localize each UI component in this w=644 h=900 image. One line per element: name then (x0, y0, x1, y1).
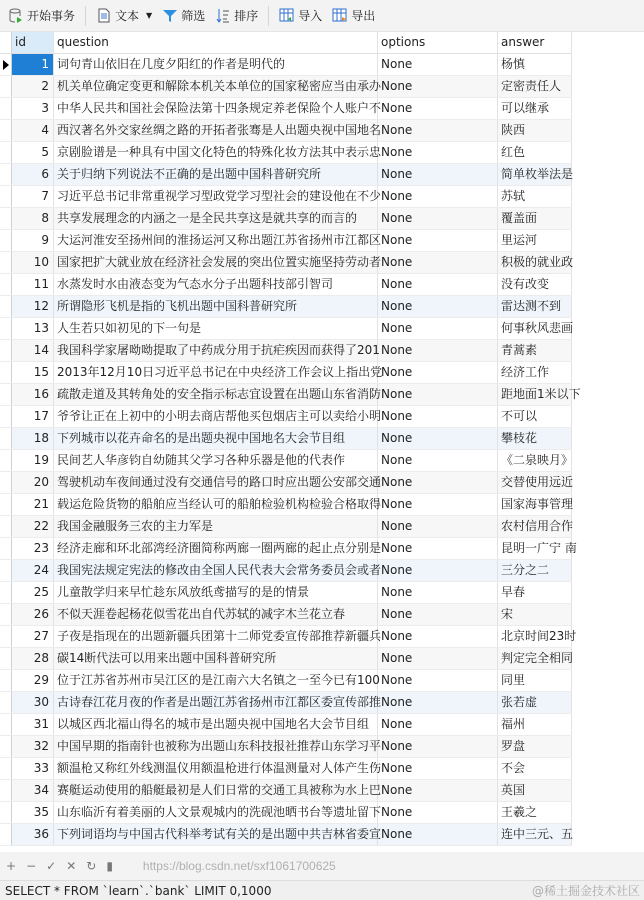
cell-question[interactable]: 关于归纳下列说法不正确的是出题中国科普研究所 (54, 164, 378, 185)
begin-transaction-button[interactable] (4, 5, 79, 26)
sort-label: 排序 (234, 9, 259, 23)
column-header-question[interactable]: question (54, 32, 378, 53)
table-row[interactable] (0, 164, 572, 186)
cell-id[interactable]: 1 (12, 54, 54, 75)
import-table-icon (279, 8, 295, 24)
row-header[interactable] (0, 802, 12, 823)
row-header[interactable] (0, 824, 12, 845)
table-row[interactable] (0, 670, 572, 692)
row-header[interactable] (0, 340, 12, 361)
table-row[interactable] (0, 560, 572, 582)
cell-question[interactable]: 不似天涯卷起杨花似雪花出自代苏轼的减字木兰花立春 (54, 604, 378, 625)
row-header[interactable] (0, 582, 12, 603)
cell-answer[interactable]: 距地面1米以下 (498, 384, 572, 405)
cell-options[interactable]: None (378, 296, 498, 317)
current-row-arrow-icon (3, 60, 9, 70)
cell-answer[interactable]: 青蒿素 (498, 340, 572, 361)
cell-question[interactable]: 国家把扩大就业放在经济社会发展的突出位置实施坚持劳动者 (54, 252, 378, 273)
cell-question[interactable]: 赛艇运动使用的船艇最初是人们日常的交通工具被称为水上巴 (54, 780, 378, 801)
cell-id[interactable]: 18 (12, 428, 54, 449)
cell-question[interactable]: 驾驶机动车夜间通过没有交通信号的路口时应出题公安部交通 (54, 472, 378, 493)
cell-id[interactable]: 30 (12, 692, 54, 713)
cell-id[interactable]: 21 (12, 494, 54, 515)
row-header[interactable] (0, 318, 12, 339)
cell-question[interactable]: 民间艺人华彦钧自幼随其父学习各种乐器是他的代表作 (54, 450, 378, 471)
cell-question[interactable]: 中国早期的指南针也被称为出题山东科技报社推荐山东学习平 (54, 736, 378, 757)
cell-question[interactable]: 2013年12月10日习近平总书记在中央经济工作会议上指出党 (54, 362, 378, 383)
filter-label: 筛选 (181, 9, 206, 23)
table-row[interactable] (0, 736, 572, 758)
row-header[interactable] (0, 560, 12, 581)
cell-options[interactable]: None (378, 802, 498, 823)
cell-id[interactable]: 32 (12, 736, 54, 757)
row-header[interactable] (0, 714, 12, 735)
cell-id[interactable]: 25 (12, 582, 54, 603)
cell-options[interactable]: None (378, 120, 498, 141)
cell-id[interactable]: 10 (12, 252, 54, 273)
cell-options[interactable]: None (378, 714, 498, 735)
sort-icon (215, 8, 231, 24)
table-row[interactable] (0, 186, 572, 208)
cell-answer[interactable]: 三分之二 (498, 560, 572, 581)
cell-question[interactable]: 词句青山依旧在几度夕阳红的作者是明代的 (54, 54, 378, 75)
cell-answer[interactable]: 可以继承 (498, 98, 572, 119)
cell-answer[interactable]: 农村信用合作 (498, 516, 572, 537)
import-button[interactable] (275, 5, 326, 26)
cell-options[interactable]: None (378, 758, 498, 779)
cell-options[interactable]: None (378, 582, 498, 603)
column-header-id[interactable]: id (12, 32, 54, 53)
table-row[interactable] (0, 208, 572, 230)
table-row[interactable] (0, 780, 572, 802)
row-header[interactable] (0, 230, 12, 251)
discard-icon[interactable]: ✕ (66, 859, 77, 873)
cell-id[interactable]: 15 (12, 362, 54, 383)
cell-options[interactable]: None (378, 604, 498, 625)
cell-id[interactable]: 22 (12, 516, 54, 537)
cell-options[interactable]: None (378, 494, 498, 515)
row-header[interactable] (0, 120, 12, 141)
column-header-options[interactable]: options (378, 32, 498, 53)
cell-options[interactable]: None (378, 780, 498, 801)
cell-id[interactable]: 12 (12, 296, 54, 317)
row-header[interactable] (0, 186, 12, 207)
table-row[interactable] (0, 142, 572, 164)
cell-options[interactable]: None (378, 340, 498, 361)
refresh-icon[interactable]: ↻ (86, 859, 97, 873)
row-header[interactable] (0, 626, 12, 647)
cell-id[interactable]: 20 (12, 472, 54, 493)
cell-id[interactable]: 17 (12, 406, 54, 427)
table-row[interactable] (0, 340, 572, 362)
begin-transaction-label: 开始事务 (27, 9, 76, 23)
cell-answer[interactable]: 苏轼 (498, 186, 572, 207)
cell-options[interactable]: None (378, 274, 498, 295)
row-header[interactable] (0, 472, 12, 493)
table-row[interactable] (0, 626, 577, 648)
cell-question[interactable]: 水蒸发时水由液态变为气态水分子出题科技部引智司 (54, 274, 378, 295)
cell-question[interactable]: 位于江苏省苏州市吴江区的是江南六大名镇之一至今已有100 (54, 670, 378, 691)
cell-options[interactable]: None (378, 318, 498, 339)
grid-header (0, 32, 572, 54)
cell-question[interactable]: 京剧脸谱是一种具有中国文化特色的特殊化妆方法其中表示忠 (54, 142, 378, 163)
import-label: 导入 (298, 9, 323, 23)
cell-options[interactable]: None (378, 252, 498, 273)
column-header-answer[interactable]: answer (498, 32, 572, 53)
cell-question[interactable]: 西汉著名外交家丝绸之路的开拓者张骞是人出题央视中国地名 (54, 120, 378, 141)
chevron-down-icon[interactable]: ▼ (146, 11, 153, 20)
table-row[interactable] (0, 472, 572, 494)
divider (268, 6, 269, 26)
cell-answer[interactable]: 宋 (498, 604, 572, 625)
row-header[interactable] (0, 450, 12, 471)
cell-question[interactable]: 中华人民共和国社会保险法第十四条规定养老保险个人账户不 (54, 98, 378, 119)
cell-answer[interactable]: 罗盘 (498, 736, 572, 757)
divider (85, 6, 86, 26)
cell-options[interactable]: None (378, 406, 498, 427)
table-row[interactable] (0, 494, 572, 516)
cell-question[interactable]: 子夜是指现在的出题新疆兵团第十二师党委宣传部推荐新疆兵 (54, 626, 378, 647)
cell-answer[interactable]: 经济工作 (498, 362, 572, 383)
cell-answer[interactable]: 王羲之 (498, 802, 572, 823)
cell-question[interactable]: 下列词语均与中国古代科举考试有关的是出题中共吉林省委宣 (54, 824, 378, 845)
cell-id[interactable]: 35 (12, 802, 54, 823)
cell-options[interactable]: None (378, 648, 498, 669)
cell-answer[interactable]: 英国 (498, 780, 572, 801)
cell-answer[interactable]: 判定完全相同 (498, 648, 572, 669)
table-row[interactable] (0, 450, 572, 472)
cell-question[interactable]: 古诗春江花月夜的作者是出题江苏省扬州市江都区委宣传部推 (54, 692, 378, 713)
cell-answer[interactable]: 交替使用远近 (498, 472, 572, 493)
cell-answer[interactable]: 张若虚 (498, 692, 572, 713)
toolbar (0, 0, 644, 32)
row-header[interactable] (0, 604, 12, 625)
cell-question[interactable]: 习近平总书记非常重视学习型政党学习型社会的建设他在不少 (54, 186, 378, 207)
cell-answer[interactable]: 里运河 (498, 230, 572, 251)
cell-answer[interactable]: 何事秋风悲画 (498, 318, 572, 339)
apply-icon[interactable]: ✓ (46, 859, 57, 873)
sql-query-text: SELECT * FROM `learn`.`bank` LIMIT 0,1000 (5, 883, 272, 898)
cell-answer[interactable]: 陕西 (498, 120, 572, 141)
cell-options[interactable]: None (378, 626, 498, 647)
cell-id[interactable]: 31 (12, 714, 54, 735)
table-row[interactable] (0, 76, 572, 98)
cell-question[interactable]: 额温枪又称红外线测温仪用额温枪进行体温测量对人体产生伤 (54, 758, 378, 779)
cell-answer[interactable]: 不可以 (498, 406, 572, 427)
row-header[interactable] (0, 428, 12, 449)
delete-record-icon[interactable]: − (26, 859, 37, 873)
cell-id[interactable]: 36 (12, 824, 54, 845)
cell-options[interactable]: None (378, 186, 498, 207)
row-header-corner (0, 32, 12, 53)
row-header[interactable] (0, 516, 12, 537)
cell-id[interactable]: 8 (12, 208, 54, 229)
cell-id[interactable]: 7 (12, 186, 54, 207)
cell-id[interactable]: 26 (12, 604, 54, 625)
cell-options[interactable]: None (378, 208, 498, 229)
row-header[interactable] (0, 538, 12, 559)
document-icon (96, 8, 112, 24)
cell-answer[interactable]: 定密责任人 (498, 76, 572, 97)
table-row[interactable] (0, 296, 572, 318)
row-header[interactable] (0, 296, 12, 317)
cell-answer[interactable]: 不会 (498, 758, 572, 779)
cell-id[interactable]: 28 (12, 648, 54, 669)
table-row[interactable] (0, 692, 572, 714)
cell-question[interactable]: 山东临沂有着美丽的人文景观城内的洗砚池晒书台等遗址留下 (54, 802, 378, 823)
cell-options[interactable]: None (378, 142, 498, 163)
table-row[interactable] (0, 428, 572, 450)
cell-options[interactable]: None (378, 472, 498, 493)
cell-options[interactable]: None (378, 230, 498, 251)
table-row[interactable] (0, 98, 572, 120)
filter-button[interactable] (158, 5, 209, 26)
cell-options[interactable]: None (378, 538, 498, 559)
table-row[interactable] (0, 54, 572, 76)
cell-question[interactable]: 人生若只如初见的下一句是 (54, 318, 378, 339)
table-row[interactable] (0, 230, 572, 252)
cell-answer[interactable]: 红色 (498, 142, 572, 163)
table-row[interactable] (0, 758, 572, 780)
table-row[interactable] (0, 120, 572, 142)
cell-question[interactable]: 共享发展理念的内涵之一是全民共享这是就共享的而言的 (54, 208, 378, 229)
cell-answer[interactable]: 连中三元、五 (498, 824, 572, 845)
row-header[interactable] (0, 208, 12, 229)
cell-options[interactable]: None (378, 824, 498, 845)
row-header[interactable] (0, 736, 12, 757)
cell-id[interactable]: 6 (12, 164, 54, 185)
cell-id[interactable]: 19 (12, 450, 54, 471)
cell-id[interactable]: 9 (12, 230, 54, 251)
cell-options[interactable]: None (378, 736, 498, 757)
cell-id[interactable]: 34 (12, 780, 54, 801)
cell-question[interactable]: 下列城市以花卉命名的是出题央视中国地名大会节目组 (54, 428, 378, 449)
cell-id[interactable]: 24 (12, 560, 54, 581)
watermark-community: @稀土掘金技术社区 (531, 884, 640, 898)
row-header[interactable] (0, 274, 12, 295)
row-header[interactable] (0, 76, 12, 97)
cell-answer[interactable]: 积极的就业政 (498, 252, 572, 273)
cell-answer[interactable]: 北京时间23时 (498, 626, 572, 647)
cell-answer[interactable]: 覆盖面 (498, 208, 572, 229)
table-row[interactable] (0, 604, 572, 626)
row-header[interactable] (0, 98, 12, 119)
text-view-label: 文本 (115, 9, 140, 23)
cell-answer[interactable]: 国家海事管理 (498, 494, 572, 515)
watermark-url: https://blog.csdn.net/sxf1061700625 (142, 859, 336, 873)
cell-question[interactable]: 以城区西北福山得名的城市是出题央视中国地名大会节目组 (54, 714, 378, 735)
row-header[interactable] (0, 494, 12, 515)
stop-icon[interactable]: ▮ (106, 859, 113, 873)
cell-options[interactable]: None (378, 76, 498, 97)
table-row[interactable] (0, 406, 572, 428)
cell-question[interactable]: 我国宪法规定宪法的修改由全国人民代表大会常务委员会或者 (54, 560, 378, 581)
row-header[interactable] (0, 780, 12, 801)
cell-id[interactable]: 29 (12, 670, 54, 691)
cell-answer[interactable]: 攀枝花 (498, 428, 572, 449)
table-row[interactable] (0, 252, 572, 274)
cell-answer[interactable]: 没有改变 (498, 274, 572, 295)
cell-answer[interactable]: 简单枚举法是 (498, 164, 572, 185)
cell-question[interactable]: 我国金融服务三农的主力军是 (54, 516, 378, 537)
cell-question[interactable]: 载运危险货物的船舶应当经认可的船舶检验机构检验合格取得 (54, 494, 378, 515)
cell-question[interactable]: 疏散走道及其转角处的安全指示标志宜设置在出题山东省消防 (54, 384, 378, 405)
cell-question[interactable]: 我国科学家屠呦呦提取了中药成分用于抗疟疾因而获得了201 (54, 340, 378, 361)
sql-status-bar (0, 880, 644, 900)
cell-id[interactable]: 33 (12, 758, 54, 779)
cell-question[interactable]: 爷爷让正在上初中的小明去商店帮他买包烟店主可以卖给小明 (54, 406, 378, 427)
sort-button[interactable] (211, 5, 262, 26)
text-view-button[interactable] (92, 5, 156, 26)
export-label: 导出 (351, 9, 376, 23)
table-row[interactable] (0, 384, 581, 406)
filter-icon (162, 8, 178, 24)
cell-id[interactable]: 16 (12, 384, 54, 405)
cell-question[interactable]: 经济走廊和环北部湾经济圈简称两廊一圈两廊的起止点分别是 (54, 538, 378, 559)
row-header[interactable] (0, 670, 12, 691)
cell-id[interactable]: 2 (12, 76, 54, 97)
cell-answer[interactable]: 同里 (498, 670, 572, 691)
cell-options[interactable]: None (378, 164, 498, 185)
cell-options[interactable]: None (378, 428, 498, 449)
cell-id[interactable]: 11 (12, 274, 54, 295)
cell-answer[interactable]: 福州 (498, 714, 572, 735)
grid-navigation-bar (0, 852, 644, 880)
cell-options[interactable]: None (378, 98, 498, 119)
table-row[interactable] (0, 648, 572, 670)
table-row[interactable] (0, 538, 577, 560)
cell-options[interactable]: None (378, 362, 498, 383)
table-row[interactable] (0, 714, 572, 736)
cell-options[interactable]: None (378, 692, 498, 713)
row-header[interactable] (0, 406, 12, 427)
row-header[interactable] (0, 164, 12, 185)
cell-id[interactable]: 5 (12, 142, 54, 163)
table-row[interactable] (0, 802, 572, 824)
table-row[interactable] (0, 582, 572, 604)
table-row[interactable] (0, 318, 572, 340)
table-row[interactable] (0, 824, 572, 846)
cell-question[interactable]: 儿童散学归来早忙趁东风放纸鸢描写的是的情景 (54, 582, 378, 603)
row-header[interactable] (0, 384, 12, 405)
cell-options[interactable]: None (378, 450, 498, 471)
cell-answer[interactable]: 雷达测不到 (498, 296, 572, 317)
cell-question[interactable]: 机关单位确定变更和解除本机关本单位的国家秘密应当由承办 (54, 76, 378, 97)
cell-answer[interactable]: 杨慎 (498, 54, 572, 75)
row-header[interactable] (0, 692, 12, 713)
row-header[interactable] (0, 758, 12, 779)
cell-options[interactable]: None (378, 560, 498, 581)
row-header[interactable] (0, 648, 12, 669)
cell-question[interactable]: 大运河淮安至扬州间的淮扬运河又称出题江苏省扬州市江都区 (54, 230, 378, 251)
cell-id[interactable]: 14 (12, 340, 54, 361)
row-header[interactable] (0, 362, 12, 383)
cell-options[interactable]: None (378, 670, 498, 691)
cell-question[interactable]: 所谓隐形飞机是指的飞机出题中国科普研究所 (54, 296, 378, 317)
cell-answer[interactable]: 昆明一广宁 南 (498, 538, 572, 559)
cell-answer[interactable]: 《二泉映月》 (498, 450, 572, 471)
cell-question[interactable]: 碳14断代法可以用来出题中国科普研究所 (54, 648, 378, 669)
cell-id[interactable]: 27 (12, 626, 54, 647)
cell-id[interactable]: 23 (12, 538, 54, 559)
cell-id[interactable]: 3 (12, 98, 54, 119)
row-header[interactable] (0, 54, 12, 75)
cell-answer[interactable]: 早春 (498, 582, 572, 603)
export-table-icon (332, 8, 348, 24)
cell-id[interactable]: 13 (12, 318, 54, 339)
database-transaction-icon (8, 8, 24, 24)
row-header[interactable] (0, 252, 12, 273)
cell-options[interactable]: None (378, 384, 498, 405)
row-header[interactable] (0, 142, 12, 163)
add-record-icon[interactable]: + (6, 859, 17, 873)
export-button[interactable] (328, 5, 379, 26)
table-row[interactable] (0, 516, 572, 538)
table-row[interactable] (0, 274, 572, 296)
cell-options[interactable]: None (378, 516, 498, 537)
data-grid (0, 32, 581, 846)
table-row[interactable] (0, 362, 572, 384)
cell-id[interactable]: 4 (12, 120, 54, 141)
cell-options[interactable]: None (378, 54, 498, 75)
